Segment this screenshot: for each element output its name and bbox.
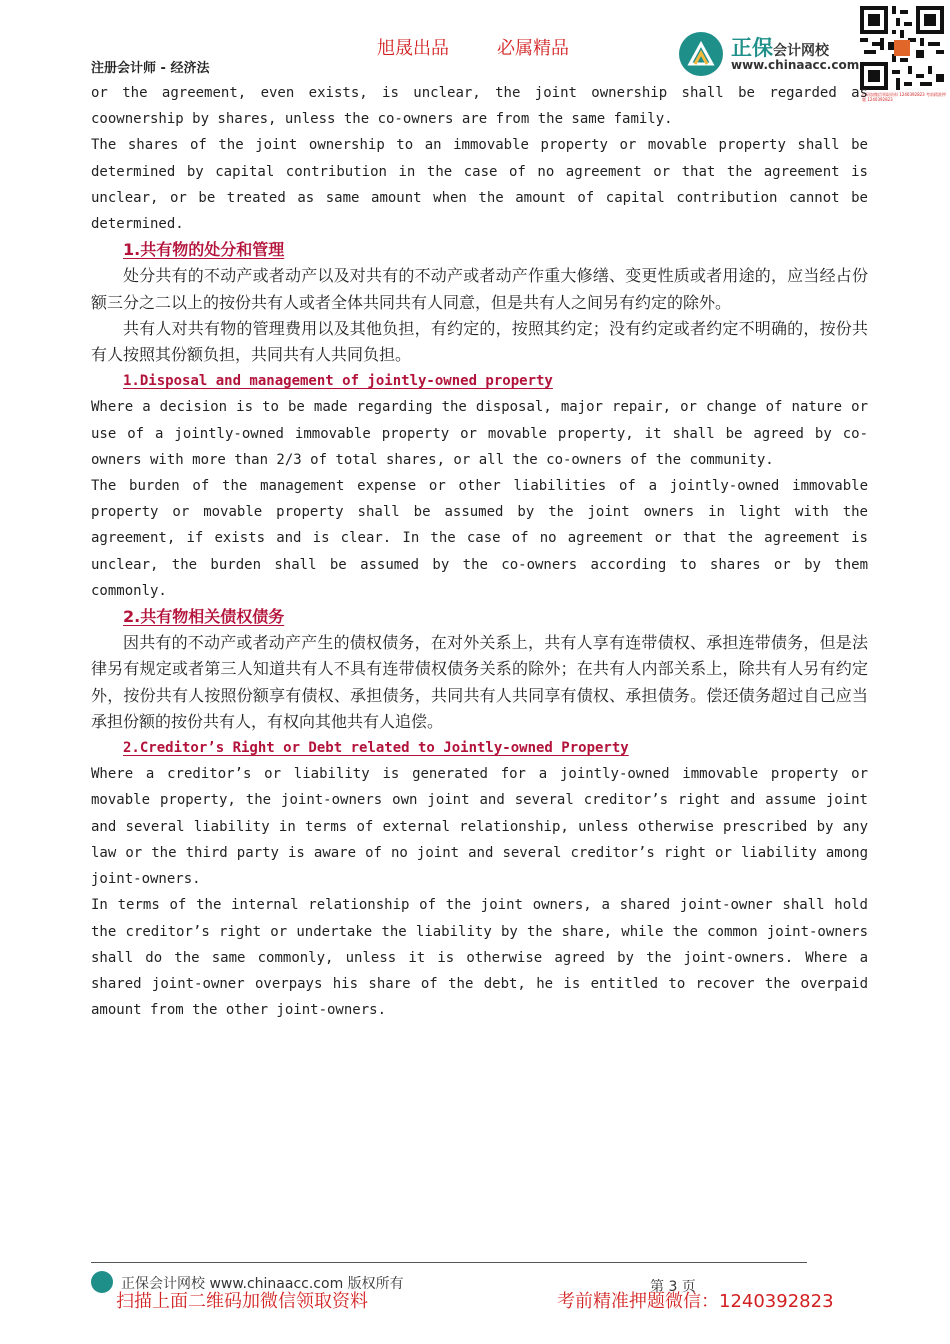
paragraph-en: or the agreement, even exists, is unclear, the joint ownership shall be regarded as coownership by shares, unless the co-owners are from the same family. xyxy=(91,85,868,128)
section-heading-text: 2.Creditor’s Right or Debt related to Jointly-owned Property xyxy=(123,740,629,757)
footer-divider xyxy=(91,1262,807,1263)
logo-name-main: 正保 xyxy=(731,36,773,60)
section-heading-text: 1.Disposal and management of jointly-owned property xyxy=(123,373,553,390)
paragraph-en: Where a creditor’s or liability is generated for a jointly-owned immovable property or movable property, the joint-owners own joint and several creditor’s right and assume joint and several liability in terms of external relationship, unless otherwise prescribed by any law or the third party is aware of no joint and several creditor’s right or liability among joint-owners. xyxy=(91,766,868,888)
paragraph-cn: 因共有的不动产或者动产产生的债权债务，在对外关系上，共有人享有连带债权、承担连带债务，但是法律另有规定或者第三人知道共有人不具有连带债权债务关系的除外；在共有人内部关系上，除共有人另有约定外，按份共有人按照份额享有债权、承担债务，共同共有人共同享有债权、承担债务。偿还债务超过自己应当承担份额的按份共有人，有权向其他共有人追偿。 xyxy=(91,633,868,731)
logo-mark-icon xyxy=(679,32,723,76)
footer-logo-icon xyxy=(91,1271,113,1293)
paragraph-cn: 共有人对共有物的管理费用以及其他负担，有约定的，按照其约定；没有约定或者约定不明确的，按份共有人按照其份额负担，共同共有人共同负担。 xyxy=(91,318,868,365)
header-slogan-left: 旭晟出品 xyxy=(377,38,449,59)
page-number: 第 3 页 xyxy=(650,1279,696,1295)
logo-url: www.chinaacc.com xyxy=(731,58,860,72)
footer-notice-right: 考前精准押题微信：1240392823 xyxy=(557,1291,834,1312)
paragraph-cn: 处分共有的不动产或者动产以及对共有的不动产或者动产作重大修缮、变更性质或者用途的，应当经占份额三分之二以上的按份共有人或者全体共同共有人同意，但是共有人之间另有约定的除外。 xyxy=(91,266,868,312)
paragraph-en: Where a decision is to be made regarding the disposal, major repair, or change of nature or use of a jointly-owned immovable property or movable property, it shall be agreed by co-owners with more than 2/3 of total shares, or all the co-owners of the community. xyxy=(91,399,868,468)
section-heading-cn xyxy=(91,604,868,630)
section-heading-text: 2.共有物相关债权债务 xyxy=(123,607,285,627)
footer-copyright: 正保会计网校 www.chinaacc.com 版权所有 xyxy=(121,1276,404,1292)
section-heading-text: 1.共有物的处分和管理 xyxy=(123,240,285,260)
course-title: 注册会计师 - 经济法 xyxy=(91,61,210,76)
paragraph-en: The burden of the management expense or other liabilities of a jointly-owned immovable property or movable property shall be assumed by the joint owners in light with the agreement, if exists and is clear. In the case of no agreement or that the agreement is unclear, the burden shall be assumed by the co-owners according to shares or by them commonly. xyxy=(91,478,868,599)
header-slogan-right: 必属精品 xyxy=(497,38,569,59)
paragraph-en: In terms of the internal relationship of the joint owners, a shared joint-owner shall hold the creditor’s right or undertake the liability by the share, while the common joint-owners shall do the same commonly, unless it is otherwise agreed by the joint-owners. Where a shared joint-owner overpays his share of the debt, he is entitled to recover the overpaid amount from the other joint-owners. xyxy=(91,897,868,1019)
qr-caption: 扫码加微信领取资料 1240392823 考前精准押题 1240392823 xyxy=(862,92,946,102)
chinaacc-logo xyxy=(679,30,860,78)
qr-code-icon xyxy=(860,6,944,90)
document-body xyxy=(91,80,868,1023)
section-heading-en xyxy=(91,368,868,394)
paragraph-en: The shares of the joint ownership to an immovable property or movable property shall be determined by capital contribution in the case of no agreement or that the agreement is unclear, or be treated as same amount when the amount of capital contribution cannot be determined. xyxy=(91,137,868,233)
logo-name-suffix: 会计网校 xyxy=(773,43,829,59)
section-heading-en xyxy=(91,735,868,761)
footer-notice-left: 扫描上面二维码加微信领取资料 xyxy=(116,1291,368,1312)
section-heading-cn xyxy=(91,237,868,263)
